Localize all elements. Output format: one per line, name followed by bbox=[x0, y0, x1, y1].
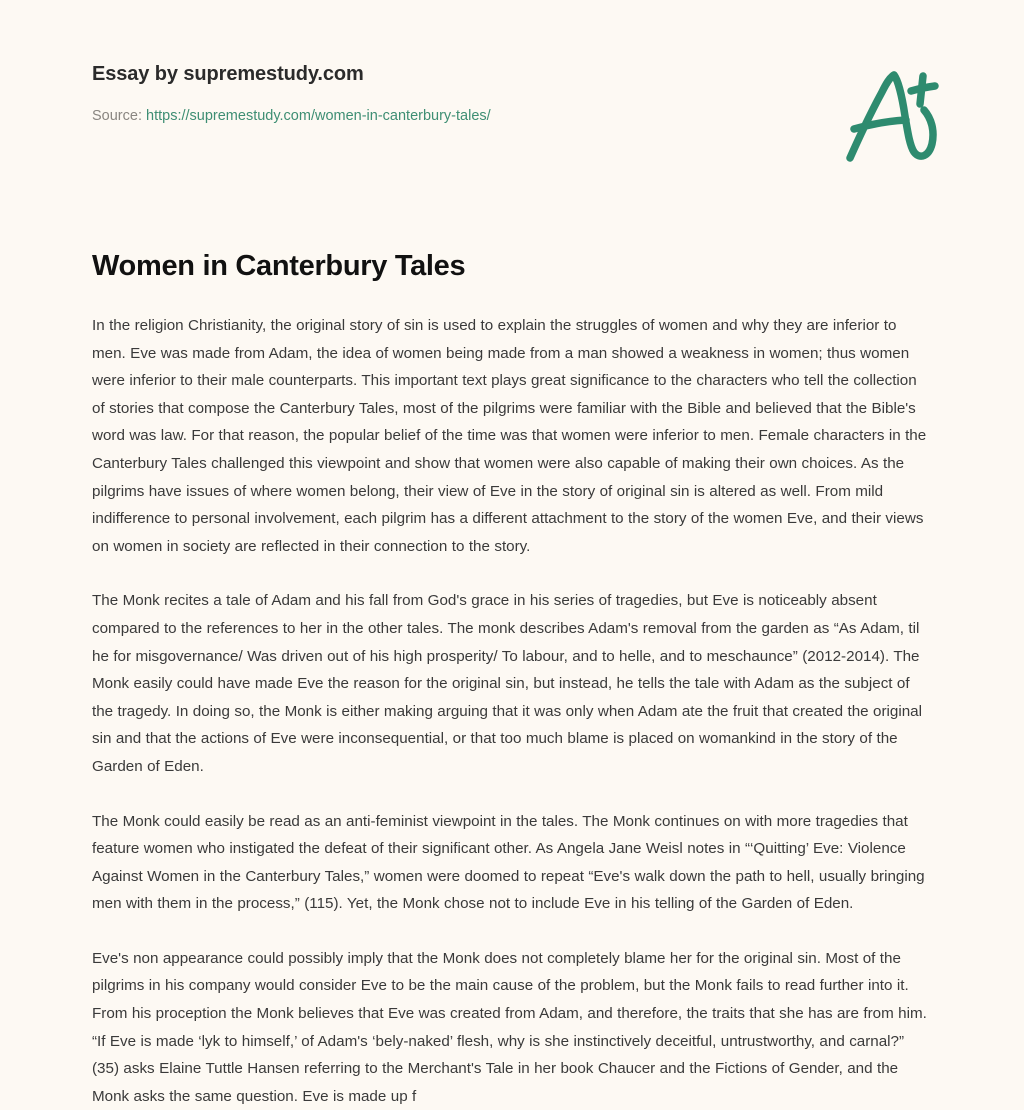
essay-paragraph: In the religion Christianity, the original story of sin is used to explain the struggles of women and why they are inferior to men. Eve was made from Adam, the idea of women being made from a man showed a weakness in women; thus women were inferior to their male counterparts. This important text plays great significance to the characters who tell the collection of stories that compose the Canterbury Tales, most of the pilgrims were familiar with the Bible and believed that the Bible's word was law. For that reason, the popular belief of the time was that women were inferior to men. Female characters in the Canterbury Tales challenged this viewpoint and show that women were also capable of making their own choices. As the pilgrims have issues of where women belong, their view of Eve in the story of original sin is altered as well. From mild indifference to personal involvement, each pilgrim has a different attachment to the story of the women Eve, and their views on women in society are reflected in their connection to the story. bbox=[92, 317, 927, 555]
source-url-link[interactable]: https://supremestudy.com/women-in-canterbury-tales/ bbox=[146, 108, 491, 124]
a-plus-logo bbox=[832, 58, 950, 176]
source-label: Source: bbox=[92, 108, 142, 124]
source-line bbox=[92, 106, 932, 126]
essay-body bbox=[92, 312, 932, 1110]
page-header bbox=[92, 60, 932, 126]
essay-byline: Essay by supremestudy.com bbox=[92, 63, 364, 85]
a-plus-logo-icon bbox=[832, 58, 950, 176]
page-title: Women in Canterbury Tales bbox=[92, 250, 466, 282]
essay-paragraph: Eve's non appearance could possibly imply that the Monk does not completely blame her for the original sin. Most of the pilgrims in his company would consider Eve to be the main cause of the problem, but the Monk fails to read further into it. From his proception the Monk believes that Eve was created from Adam, and therefore, the traits that she has are from him. “If Eve is made ‘lyk to himself,’ of Adam's ‘bely-naked’ flesh, why is she instinctively deceitful, untrustworthy, and carnal?” (35) asks Elaine Tuttle Hansen referring to the Merchant's Tale in her book Chaucer and the Fictions of Gender, and the Monk asks the same question. Eve is made up f bbox=[92, 949, 927, 1105]
essay-paragraph: The Monk recites a tale of Adam and his fall from God's grace in his series of tragedies, but Eve is noticeably absent compared to the references to her in the other tales. The monk describes Adam's removal from the garden as “As Adam, til he for misgovernance/ Was driven out of his high prosperity/ To labour, and to helle, and to meschaunce” (2012-2014). The Monk easily could have made Eve the reason for the original sin, but instead, he tells the tale with Adam as the subject of the tragedy. In doing so, the Monk is either making arguing that it was only when Adam ate the fruit that created the original sin and that the actions of Eve were inconsequential, or that too much blame is placed on womankind in the story of the Garden of Eden. bbox=[92, 592, 922, 775]
essay-paragraph: The Monk could easily be read as an anti-feminist viewpoint in the tales. The Monk continues on with more tragedies that feature women who instigated the defeat of their significant other. As Angela Jane Weisl notes in “‘Quitting’ Eve: Violence Against Women in the Canterbury Tales,” women were doomed to repeat “Eve's walk down the path to hell, usually bringing men with them in the process,” (115). Yet, the Monk chose not to include Eve in his telling of the Garden of Eden. bbox=[92, 812, 925, 913]
